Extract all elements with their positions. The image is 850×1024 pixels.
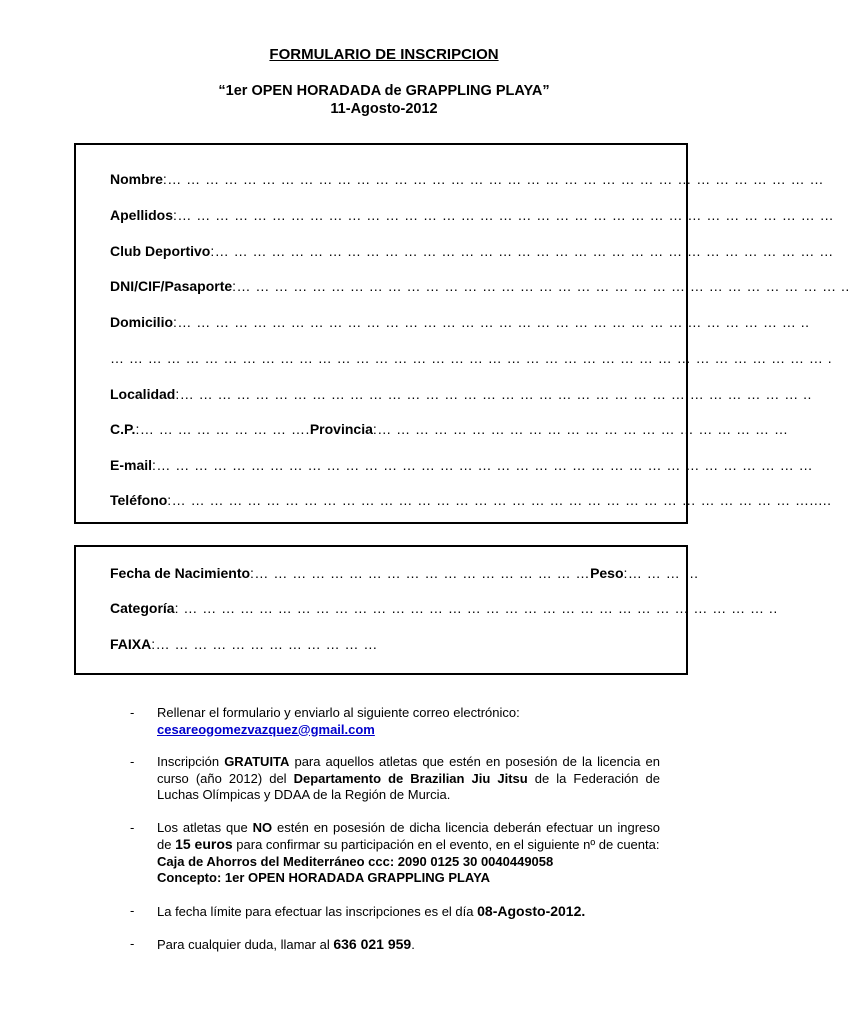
- nombre-dots: :… … … … … … … … … … … … … … … … … … … … … … … … … … … … … … … … … … …: [162, 171, 825, 187]
- note-send-text: Rellenar el formulario y enviarlo al siguiente correo electrónico:: [157, 705, 520, 720]
- personal-data-box: [74, 143, 850, 524]
- categoria-field[interactable]: [110, 600, 778, 616]
- peso-dots: :… … … …: [623, 565, 700, 581]
- bank-account: Caja de Ahorros del Mediterráneo ccc: 2090 0125 30 0040449058: [157, 853, 554, 869]
- contact-email-link[interactable]: cesareogomezvazquez@gmail.com: [157, 721, 375, 737]
- dni-dots: :… … … … … … … … … … … … … … … … … … … … … … … … … … … … … … … … ..: [232, 278, 850, 294]
- provincia-dots: :… … … … … … … … … … … … … … … … … … … … … …: [372, 421, 789, 437]
- telefono-field[interactable]: [110, 492, 832, 508]
- email-dots: :… … … … … … … … … … … … … … … … … … … … … … … … … … … … … … … … … … …: [152, 457, 814, 473]
- dni-label: DNI/CIF/Pasaporte: [110, 278, 233, 294]
- email-field[interactable]: [110, 457, 814, 473]
- event-date: 11-Agosto-2012: [330, 101, 438, 117]
- apellidos-dots: :… … … … … … … … … … … … … … … … … … … … … … … … … … … … … … … … … … …: [173, 207, 835, 223]
- payment-concept: Concepto: 1er OPEN HORADADA GRAPPLING PLAYA: [157, 870, 490, 885]
- note-payment: [130, 820, 660, 887]
- domicilio-dots: :… … … … … … … … … … … … … … … … … … … … … … … … … … … … … … … … … ..: [173, 314, 810, 330]
- note-send-form: [130, 705, 660, 738]
- provincia-label: Provincia: [309, 421, 373, 437]
- contact-phone: 636 021 959: [333, 936, 412, 952]
- dni-field[interactable]: [110, 278, 850, 294]
- club-dots: :… … … … … … … … … … … … … … … … … … … … … … … … … … … … … … … … …: [210, 243, 834, 259]
- localidad-label: Localidad: [110, 386, 176, 402]
- cp-dots: :… … … … … … … … ….: [135, 421, 310, 437]
- n3d: 15 euros: [175, 836, 233, 852]
- domicilio-line2[interactable]: [110, 350, 833, 366]
- faixa-label: FAIXA: [110, 636, 152, 652]
- nacimiento-peso-field[interactable]: [110, 565, 700, 581]
- n3c: estén en posesión de dicha licencia deberán efectuar un ingreso de: [157, 819, 660, 852]
- peso-label: Peso: [590, 565, 624, 581]
- domicilio-field[interactable]: [110, 314, 810, 330]
- nacimiento-label: Fecha de Nacimiento: [110, 565, 251, 581]
- competition-data-box: [74, 545, 778, 675]
- apellidos-field[interactable]: [110, 207, 835, 223]
- event-subtitle: [0, 82, 768, 118]
- telefono-label: Teléfono: [110, 492, 168, 508]
- faixa-dots: :… … … … … … … … … … … …: [151, 636, 378, 652]
- n2e: de la Federación de Luchas Olímpicas y DDAA de la Región de Murcia.: [157, 770, 660, 802]
- form-title: FORMULARIO DE INSCRIPCION: [269, 46, 499, 63]
- n5c: .: [411, 937, 415, 952]
- club-field[interactable]: [110, 243, 834, 259]
- cp-provincia-field[interactable]: [110, 421, 789, 437]
- n4a: La fecha límite para efectuar las inscripciones es el día: [157, 903, 478, 919]
- note-deadline: [130, 903, 660, 921]
- domicilio-label: Domicilio: [110, 314, 174, 330]
- instructions-list: [130, 705, 660, 970]
- n3e: para confirmar su participación en el evento, en el siguiente nº de cuenta:: [232, 837, 660, 852]
- localidad-field[interactable]: [110, 386, 812, 402]
- localidad-dots: :… … … … … … … … … … … … … … … … … … … … … … … … … … … … … … … … … ..: [175, 386, 812, 402]
- telefono-dots: :… … … … … … … … … … … … … … … … … … … … … … … … … … … … … … … … … ….....: [167, 492, 832, 508]
- n3b: NO: [252, 819, 273, 835]
- nombre-label: Nombre: [110, 171, 163, 187]
- n2b: GRATUITA: [224, 754, 290, 769]
- cp-label: C.P.: [110, 421, 136, 437]
- faixa-field[interactable]: [110, 636, 670, 652]
- nombre-field[interactable]: [110, 171, 825, 187]
- apellidos-label: Apellidos: [110, 207, 174, 223]
- categoria-label: Categoría: [110, 600, 175, 616]
- n2d: Departamento de Brazilian Jiu Jitsu: [293, 770, 528, 786]
- n5a: Para cualquier duda, llamar al: [157, 937, 334, 952]
- n3a: Los atletas que: [157, 819, 253, 835]
- note-phone: [130, 936, 660, 954]
- domicilio2-dots: … … … … … … … … … … … … … … … … … … … … … … … … … … … … … … … … … … … … … … .: [110, 350, 833, 366]
- deadline-date: 08-Agosto-2012.: [477, 902, 586, 919]
- categoria-dots: : … … … … … … … … … … … … … … … … … … … … … … … … … … … … … … … ..: [174, 600, 778, 616]
- email-label: E-mail: [110, 457, 153, 473]
- event-name: “1er OPEN HORADADA de GRAPPLING PLAYA”: [218, 83, 550, 99]
- note-free-registration: [130, 754, 660, 804]
- nacimiento-dots: :… … … … … … … … … … … … … … … … … …: [250, 565, 591, 581]
- n2c: para aquellos atletas que estén en posesión de la licencia en curso (año 2012) del: [157, 754, 661, 786]
- club-label: Club Deportivo: [110, 243, 211, 259]
- n2a: Inscripción: [157, 754, 225, 769]
